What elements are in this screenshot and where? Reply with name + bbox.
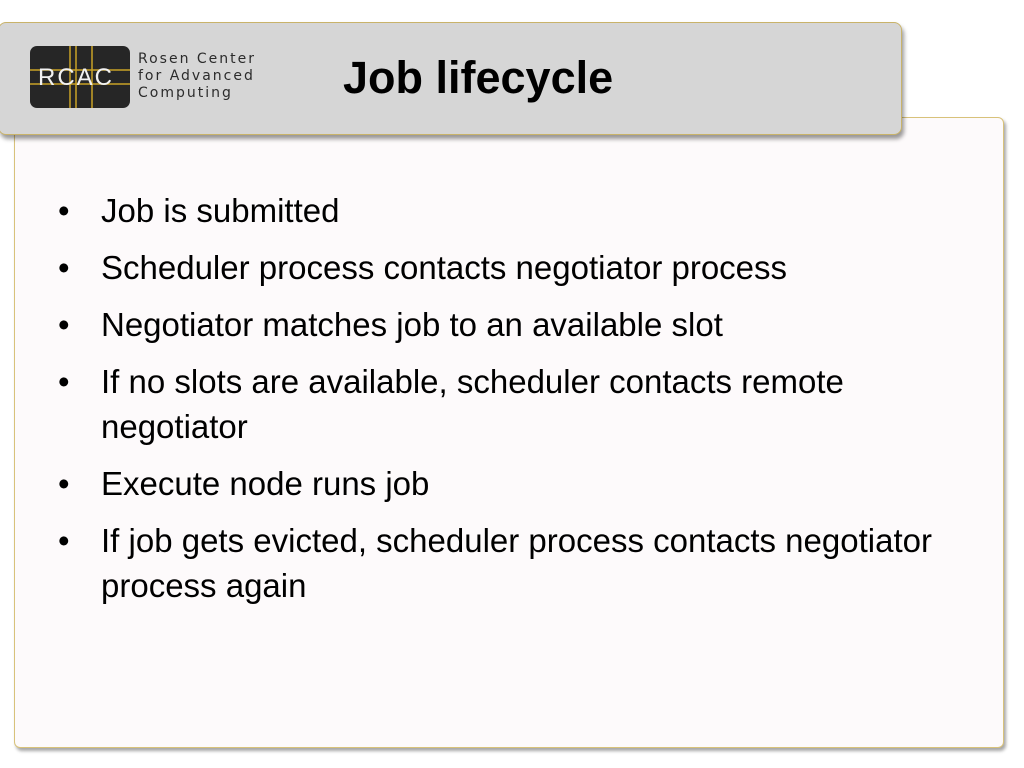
logo-line-3: Computing	[138, 85, 233, 101]
bullet-text: Negotiator matches job to an available slot	[101, 306, 723, 343]
bullet-text: If job gets evicted, scheduler process contacts negotiator process again	[101, 522, 932, 604]
bullet-text: Execute node runs job	[101, 465, 430, 502]
logo-mark	[30, 46, 130, 108]
bullet-item	[58, 518, 958, 608]
bullet-item	[58, 359, 958, 449]
rcac-logo	[30, 46, 270, 110]
slide-title: Job lifecycle	[343, 52, 614, 103]
bullet-dot: •	[58, 363, 70, 400]
bullet-dot: •	[58, 306, 70, 343]
bullet-item	[58, 188, 958, 233]
bullet-text: If no slots are available, scheduler contacts remote negotiator	[101, 363, 844, 445]
bullet-dot: •	[58, 192, 70, 229]
logo-text	[138, 51, 256, 102]
logo-line-2: for Advanced	[138, 68, 255, 84]
bullet-text: Job is submitted	[101, 192, 340, 229]
bullet-dot: •	[58, 522, 70, 559]
bullet-dot: •	[58, 465, 70, 502]
logo-line-1: Rosen Center	[138, 51, 257, 67]
logo-letters: RCAC	[38, 64, 115, 91]
bullet-item	[58, 461, 958, 506]
bullet-dot: •	[58, 249, 70, 286]
bullet-item	[58, 302, 958, 347]
bullet-text: Scheduler process contacts negotiator process	[101, 249, 788, 286]
bullet-item	[58, 245, 958, 290]
bullet-list	[58, 188, 958, 620]
